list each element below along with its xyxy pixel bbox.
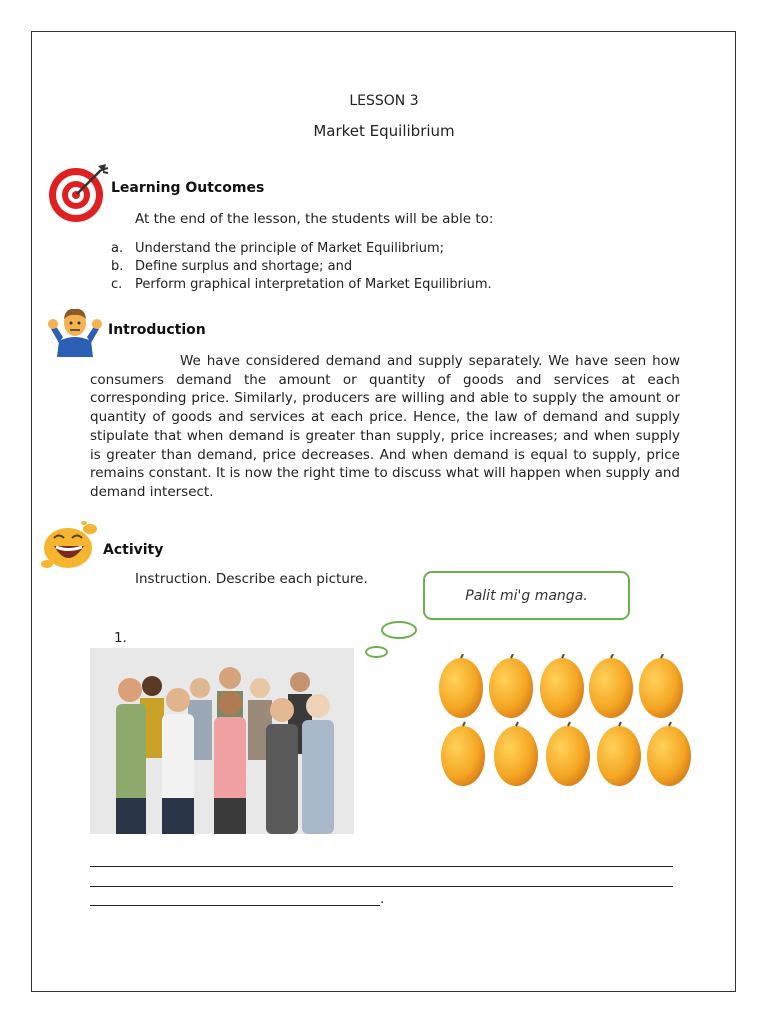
activity-heading: Activity [103, 542, 164, 558]
mango [441, 726, 485, 786]
page-border [31, 31, 736, 992]
speech-bubble [423, 571, 630, 620]
list-item: c. Perform graphical interpretation of Market Equilibrium. [111, 277, 492, 292]
mango [647, 726, 691, 786]
mango [597, 726, 641, 786]
introduction-heading: Introduction [108, 322, 206, 338]
bubble-dot-small [365, 646, 388, 658]
laughing-face-icon [40, 520, 102, 570]
mango [439, 658, 483, 718]
mango [589, 658, 633, 718]
answer-line[interactable] [90, 886, 673, 887]
outcomes-list [111, 240, 492, 294]
list-item: a. Understand the principle of Market Equilibrium; [111, 241, 444, 256]
outcomes-intro: At the end of the lesson, the students will be able to: [135, 211, 494, 227]
mango [639, 658, 683, 718]
answer-line[interactable] [90, 905, 380, 906]
answer-line[interactable] [90, 866, 673, 867]
mango-row-top [439, 658, 683, 718]
learning-outcomes-heading: Learning Outcomes [111, 180, 265, 196]
page-title: Market Equilibrium [313, 122, 455, 140]
mango [546, 726, 590, 786]
people-group-picture [90, 648, 354, 834]
mango [540, 658, 584, 718]
mango [494, 726, 538, 786]
shrugging-person-icon [47, 305, 103, 357]
speech-bubble-text: Palit mi'g manga. [465, 587, 588, 604]
lesson-number: LESSON 3 [349, 93, 419, 109]
item-number: 1. [114, 630, 127, 646]
mango [489, 658, 533, 718]
target-arrow-icon [48, 162, 110, 224]
mangoes-picture [432, 654, 696, 788]
mango-row-bottom [441, 726, 691, 786]
answer-period: . [380, 891, 385, 907]
activity-instruction: Instruction. Describe each picture. [135, 571, 368, 587]
bubble-dot-large [381, 621, 417, 639]
introduction-paragraph: We have considered demand and supply separately. We have seen how consumers demand the amount or quantity of goods and services at each corresponding price. Similarly, producers are willing and able to supply the amount or quantity of goods and services at each price. Hence, the law of demand and supply stipulate that when demand is greater than supply, price increases; and when supply is greater than demand, price decreases. And when demand is equal to supply, price remains constant. It is now the right time to discuss what will happen when supply and demand intersect. [90, 353, 680, 500]
list-item: b. Define surplus and shortage; and [111, 259, 353, 274]
